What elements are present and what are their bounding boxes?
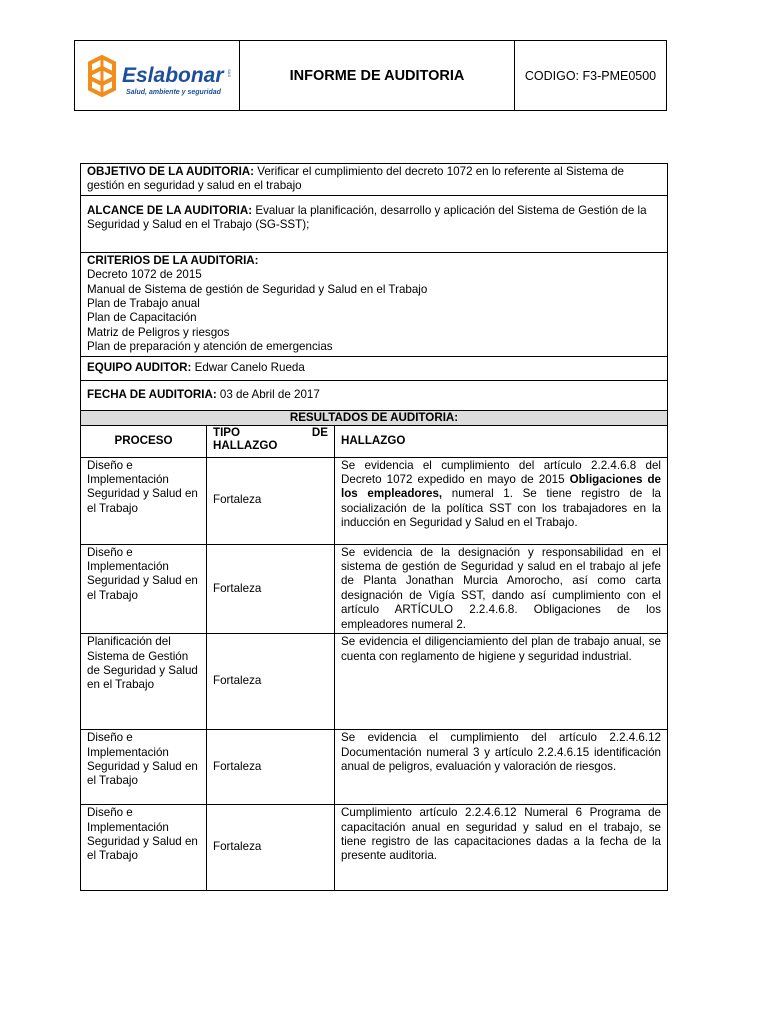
tipo-cell: Fortaleza bbox=[207, 730, 335, 805]
col-header-tipo-b: DE bbox=[311, 425, 328, 439]
col-header-hallazgo: HALLAZGO bbox=[335, 425, 668, 457]
objetivo-row bbox=[81, 164, 668, 196]
proceso-cell: Diseño e Implementación Seguridad y Salud en el Trabajo bbox=[81, 544, 207, 633]
hallazgo-cell: Se evidencia el diligenciamiento del plan de trabajo anual, se cuenta con reglamento de higiene y seguridad industrial. bbox=[335, 634, 668, 730]
alcance-label: ALCANCE DE LA AUDITORIA: bbox=[87, 203, 253, 217]
document-title: INFORME DE AUDITORIA bbox=[240, 41, 515, 110]
document-header bbox=[74, 40, 667, 111]
document-code: CODIGO: F3-PME0500 bbox=[524, 68, 657, 83]
logo-mark-icon bbox=[90, 57, 114, 95]
eslabonar-logo bbox=[82, 51, 232, 101]
col-header-tipo-c: HALLAZGO bbox=[213, 438, 278, 452]
table-row bbox=[81, 805, 668, 891]
hallazgo-cell bbox=[335, 457, 668, 544]
equipo-row bbox=[81, 356, 668, 380]
equipo-label: EQUIPO AUDITOR: bbox=[87, 360, 192, 374]
criterio-item: Plan de Trabajo anual bbox=[87, 297, 200, 311]
criterio-item: Decreto 1072 de 2015 bbox=[87, 268, 202, 282]
proceso-cell: Diseño e Implementación Seguridad y Salud en el Trabajo bbox=[81, 805, 207, 891]
hallazgo-cell: Se evidencia de la designación y responsabilidad en el sistema de gestión de Seguridad y salud en el trabajo al jefe de Planta Jonathan Murcia Amorocho, así como carta designación de Vigía SST, dando así cumplimiento con el artículo ARTÍCULO 2.2.4.6.8. Obligaciones de los empleadores numeral 2. bbox=[335, 544, 668, 633]
svg-text:SAS: SAS bbox=[227, 68, 232, 77]
table-row bbox=[81, 730, 668, 805]
hallazgo-cell: Cumplimiento artículo 2.2.4.6.12 Numeral 6 Programa de capacitación anual en seguridad y salud en el trabajo, se tiene registro de las capacitaciones dadas a la fecha de la presente auditoria. bbox=[335, 805, 668, 891]
hallazgo-cell: Se evidencia el cumplimiento del artículo 2.2.4.6.12 Documentación numeral 3 y artículo 2.2.4.6.15 identificación anual de peligros, evaluación y valoración de riesgos. bbox=[335, 730, 668, 805]
col-header-proceso: PROCESO bbox=[81, 425, 207, 457]
table-row bbox=[81, 634, 668, 730]
criterio-item: Plan de preparación y atención de emergencias bbox=[87, 340, 333, 354]
objetivo-text: Verificar el cumplimiento del decreto 1072 en lo referente al Sistema de gestión en seguridad y salud en el trabajo bbox=[87, 165, 624, 193]
col-header-tipo-a: TIPO bbox=[213, 425, 241, 439]
logo-cell bbox=[75, 41, 240, 110]
table-row bbox=[81, 544, 668, 633]
tipo-cell: Fortaleza bbox=[207, 544, 335, 633]
criterios-label: CRITERIOS DE LA AUDITORIA: bbox=[87, 253, 259, 267]
hallazgo-text: numeral 1. Se tiene registro de la socialización de la política SST con los trabajadores en la inducción en Seguridad y Salud en el Trabajo. bbox=[341, 487, 661, 530]
resultados-title: RESULTADOS DE AUDITORIA: bbox=[81, 410, 668, 425]
objetivo-label: OBJETIVO DE LA AUDITORIA: bbox=[87, 165, 255, 178]
col-header-tipo bbox=[207, 425, 335, 457]
fecha-value: 03 de Abril de 2017 bbox=[216, 387, 320, 401]
hallazgo-text: Se evidencia el cumplimiento del artículo 2.2.4.6.8 del Decreto 1072 expedido en mayo de 2015 bbox=[341, 458, 661, 487]
tipo-cell: Fortaleza bbox=[207, 805, 335, 891]
resultados-header-row bbox=[81, 410, 668, 425]
criterios-row bbox=[81, 252, 668, 356]
proceso-cell: Diseño e Implementación Seguridad y Salud en el Trabajo bbox=[81, 730, 207, 805]
criterio-item: Plan de Capacitación bbox=[87, 311, 197, 325]
tipo-cell: Fortaleza bbox=[207, 634, 335, 730]
tipo-cell: Fortaleza bbox=[207, 457, 335, 544]
proceso-cell: Diseño e Implementación Seguridad y Salud en el Trabajo bbox=[81, 457, 207, 544]
fecha-row bbox=[81, 380, 668, 410]
proceso-cell: Planificación del Sistema de Gestión de Seguridad y Salud en el Trabajo bbox=[81, 634, 207, 730]
table-row bbox=[81, 457, 668, 544]
alcance-text: Evaluar la planificación, desarrollo y aplicación del Sistema de Gestión de la Seguridad y Salud en el Trabajo (SG-SST); bbox=[87, 203, 647, 232]
hallazgo-bold: Obligaciones de los empleadores, bbox=[341, 473, 661, 501]
criterio-item: Manual de Sistema de gestión de Seguridad y Salud en el Trabajo bbox=[87, 282, 428, 296]
alcance-row bbox=[81, 195, 668, 252]
equipo-value: Edwar Canelo Rueda bbox=[191, 360, 305, 374]
audit-report-table bbox=[80, 163, 668, 891]
svg-text:Eslabonar: Eslabonar bbox=[122, 63, 224, 87]
criterio-item: Matriz de Peligros y riesgos bbox=[87, 325, 230, 339]
column-header-row bbox=[81, 425, 668, 457]
svg-text:Salud, ambiente y seguridad: Salud, ambiente y seguridad bbox=[126, 88, 221, 96]
fecha-label: FECHA DE AUDITORIA: bbox=[87, 387, 217, 401]
